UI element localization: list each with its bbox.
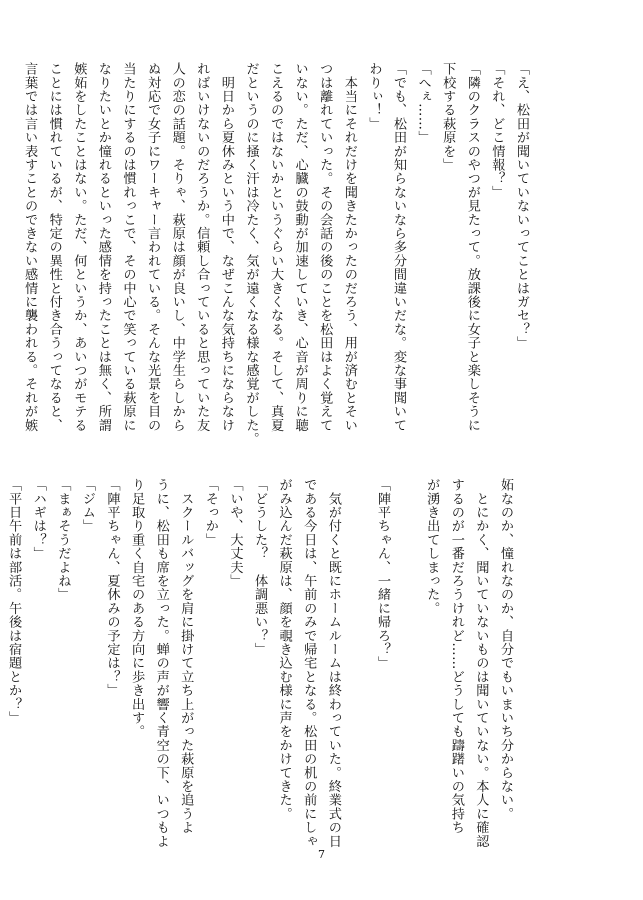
text-line: 妬なのか、憧れなのか、自分でもいまいち分からない。 [498, 478, 513, 821]
text-line: 「そっか」 [202, 478, 218, 547]
text-line: がみ込んだ萩原は、顔を覗き込む様に声をかけてきた。 [276, 478, 292, 821]
text-line: 明日から夏休みという中で、なぜこんな気持ちにならなけ [218, 62, 234, 432]
text-line: 「いや、大丈夫」 [227, 478, 243, 588]
text-line: り足取り重く自宅のある方向に歩き出す。 [129, 478, 145, 739]
text-line: スクールバッグを肩に掛けて立ち上がった萩原を追うよ [178, 478, 194, 835]
text-line: 「陣平ちゃん、夏休みの予定は？」 [104, 478, 120, 698]
text-line: が湧き出てしまった。 [424, 478, 440, 615]
text-line: なりたいとか憧れるといった感情を持ったことは無く、所謂 [95, 62, 111, 432]
text-line: 「でも、松田が知らないなら多分間違いだな。変な事聞いて [391, 62, 407, 432]
text-line: 「え、松田が聞いていないってことはガセ？」 [514, 62, 529, 350]
text-line: するのが一番だろうけれど……どうしても躊躇いの気持ち [448, 478, 464, 835]
text-line: つは離れていった。その会話の後のことを松田はよく覚えて [317, 62, 333, 432]
text-line: とにかく、聞いていないものは聞いていない。本人に確認 [473, 478, 489, 848]
text-line: こえるのではないかというぐらい大きくなる。そして、真夏 [268, 62, 284, 432]
blank-line [345, 478, 370, 758]
text-line: 気が付くと既にホームルームは終わっていた。終業式の日 [325, 478, 341, 848]
text-line: 嫉妬をしたことはない。ただ、何というか、あいつがモテる [71, 62, 87, 432]
text-line: ればいけないのだろうか。信頼し合っていると思っていた友 [194, 62, 210, 432]
text-line: 「隣のクラスのやつが見たって。放課後に女子と楽しそうに [464, 62, 480, 432]
text-line: わりぃ！」 [366, 62, 382, 131]
text-line: 「平日午前は部活。午後は宿題とか？」 [6, 478, 22, 725]
text-line: うに、松田も席を立った。蝉の声が響く青空の下、いつもよ [153, 478, 169, 848]
text-line: である今日は、午前のみで帰宅となる。松田の机の前にしゃ [301, 478, 317, 848]
text-block-upper [17, 62, 533, 457]
text-block-lower [1, 478, 517, 848]
text-line: 言葉では言い表すことのできない感情に襲われる。それが嫉 [22, 62, 38, 432]
text-line: 当たりにするのは慣れっこで、その中心で笑っている萩原に [120, 62, 136, 432]
text-line: 「ハギは？」 [30, 478, 46, 561]
text-line: 「それ、どこ情報？」 [489, 62, 505, 199]
text-line: 人の恋の話題。そりゃ、萩原は顔が良いし、中学生らしから [169, 62, 185, 432]
text-line: 「陣平ちゃん、一緒に帰ろ？」 [375, 478, 391, 670]
text-line: 「まぁそうだよね」 [55, 478, 71, 602]
text-line: 「へぇ……」 [415, 62, 431, 145]
text-line: 下校する萩原を」 [440, 62, 456, 172]
text-line: 「どうした？ 体調悪い？」 [252, 478, 268, 657]
blank-line [394, 478, 419, 758]
text-line: 本当にそれだけを聞きたかったのだろう、用が済むとそい [341, 62, 357, 432]
text-line: 「ジム」 [79, 478, 95, 533]
text-line: だというのに掻く汗は冷たく、気が遠くなる様な感覚がした。 [243, 62, 259, 446]
text-line: ぬ対応で女子にワーキャー言われている。そんな光景を目の [145, 62, 161, 432]
text-line: いない。ただ、心臓の鼓動が加速していき、心音が周りに聴 [292, 62, 308, 432]
text-line: ことには慣れているが、特定の異性と付き合うってなると、 [46, 62, 62, 432]
page-number: 7 [318, 848, 325, 861]
